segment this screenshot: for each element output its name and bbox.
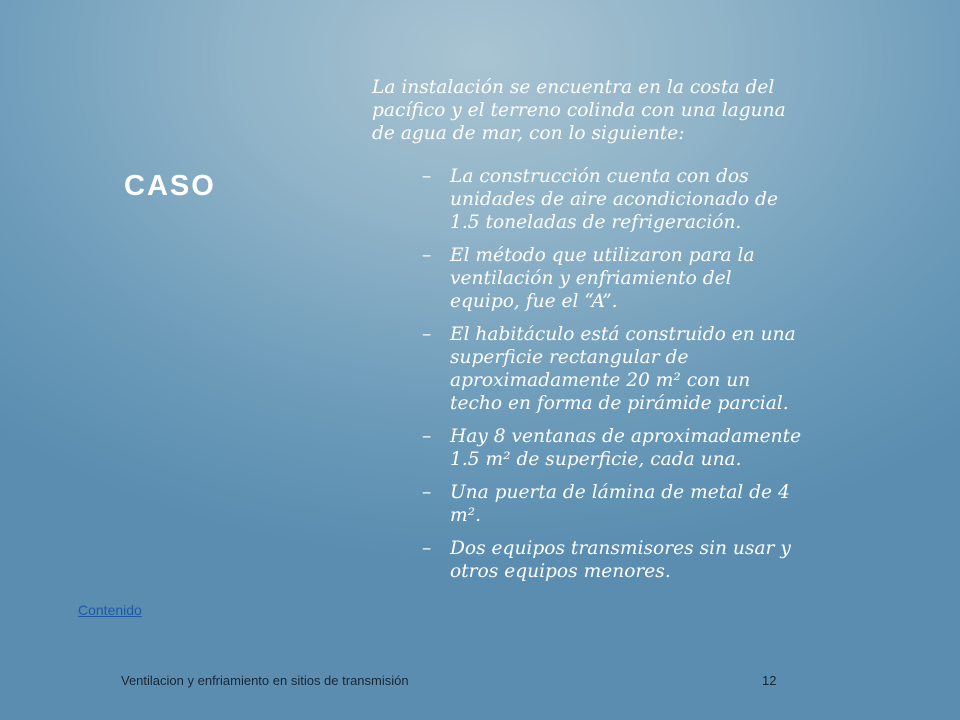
dash-marker: – <box>422 324 432 345</box>
slide-body <box>372 76 802 593</box>
bullet-text: Una puerta de lámina de metal de 4 m². <box>450 482 790 526</box>
footer-text: Ventilacion y enfriamiento en sitios de transmisión <box>121 673 409 688</box>
list-item <box>372 165 802 234</box>
bullet-text: Hay 8 ventanas de aproximadamente 1.5 m² de superficie, cada una. <box>450 426 802 470</box>
bullet-list <box>372 165 802 583</box>
contenido-link[interactable]: Contenido <box>78 602 142 618</box>
bullet-text: El método que utilizaron para la ventilación y enfriamiento del equipo, fue el “A”. <box>450 245 755 312</box>
bullet-text: La construcción cuenta con dos unidades de aire acondicionado de 1.5 toneladas de refrigeración. <box>450 166 778 233</box>
slide-title: CASO <box>124 170 216 202</box>
list-item <box>372 481 802 527</box>
list-item <box>372 244 802 313</box>
list-item <box>372 425 802 471</box>
dash-marker: – <box>422 482 432 503</box>
list-item <box>372 537 802 583</box>
page-number: 12 <box>762 673 777 688</box>
dash-marker: – <box>422 426 432 447</box>
dash-marker: – <box>422 245 432 266</box>
bullet-text: El habitáculo está construido en una superficie rectangular de aproximadamente 20 m² con un techo en forma de pirámide parcial. <box>450 324 796 414</box>
list-item <box>372 323 802 415</box>
bullet-text: Dos equipos transmisores sin usar y otros equipos menores. <box>450 538 791 582</box>
dash-marker: – <box>422 538 432 559</box>
intro-paragraph: La instalación se encuentra en la costa del pacífico y el terreno colinda con una laguna de agua de mar, con lo siguiente: <box>372 77 786 144</box>
dash-marker: – <box>422 166 432 187</box>
